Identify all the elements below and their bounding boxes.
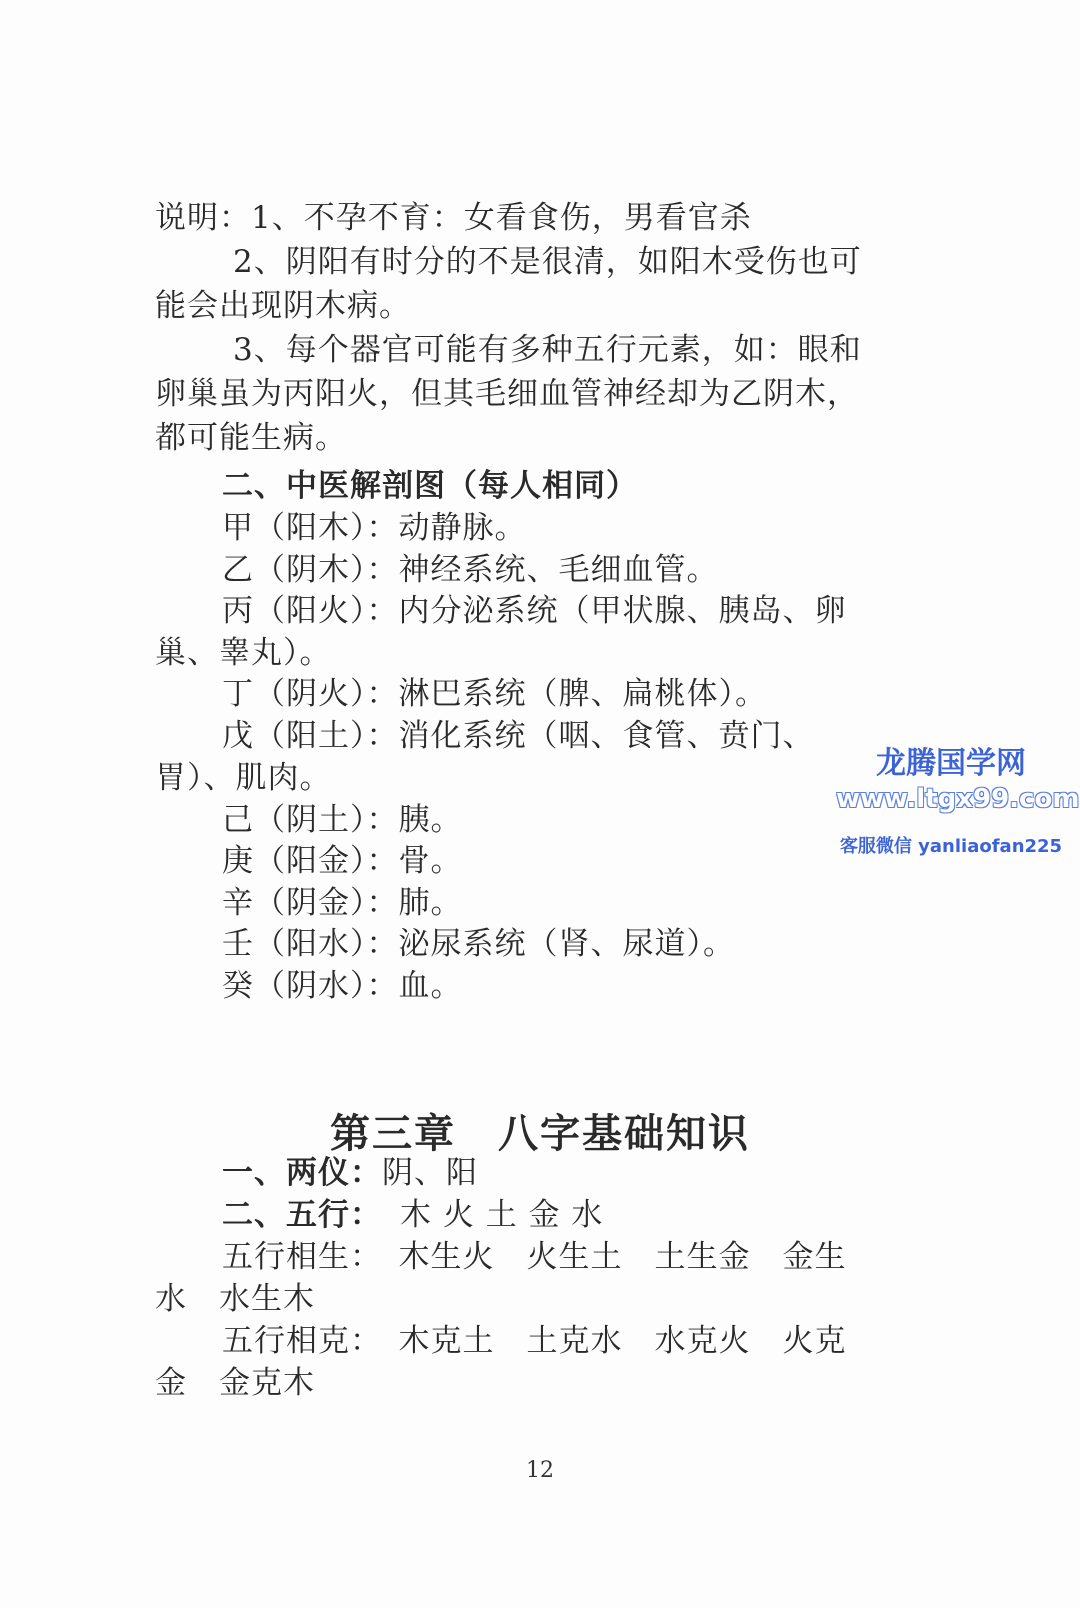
- liangyi-value: 阴、阳: [382, 1155, 478, 1191]
- anatomy-item: 乙（阴木）：神经系统、毛细血管。: [222, 552, 719, 588]
- wuxing-line: [222, 1195, 603, 1235]
- wuxing-sheng-line-1: 五行相生： 木生火 火生土 土生金 金生: [222, 1239, 847, 1275]
- wuxing-value: 木 火 土 金 水: [400, 1197, 604, 1233]
- note-line-1: 说明：1、不孕不育：女看食伤，男看官杀: [155, 200, 752, 236]
- note-line-2: 2、阴阳有时分的不是很清，如阳木受伤也可: [233, 244, 862, 280]
- liangyi-line: [222, 1153, 478, 1193]
- watermark-contact: 客服微信 yanliaofan225: [839, 836, 1063, 857]
- wuxing-ke-line-1: 五行相克： 木克土 土克水 水克火 火克: [222, 1323, 847, 1359]
- note-line-3: 能会出现阴木病。: [155, 288, 411, 324]
- page-number: 12: [526, 1458, 554, 1483]
- watermark-title: 龙腾国学网: [876, 746, 1026, 781]
- anatomy-item: 己（阴土）：胰。: [222, 802, 463, 838]
- anatomy-item: 甲（阳木）：动静脉。: [222, 510, 527, 546]
- anatomy-item: 戊（阳土）：消化系统（咽、食管、贲门、: [222, 718, 815, 754]
- anatomy-item: 辛（阴金）：肺。: [222, 885, 463, 921]
- chapter-title: 第三章 八字基础知识: [330, 1110, 750, 1157]
- anatomy-item: 庚（阳金）：骨。: [222, 843, 463, 879]
- section-heading: 二、中医解剖图（每人相同）: [222, 468, 638, 504]
- wuxing-sheng-line-2: 水 水生木: [155, 1281, 315, 1317]
- anatomy-item: 丁（阴火）：淋巴系统（脾、扁桃体）。: [222, 676, 767, 712]
- watermark-url: www.ltgx99.com: [836, 784, 1080, 814]
- wuxing-ke-line-2: 金 金克木: [155, 1365, 315, 1401]
- anatomy-item: 丙（阳火）：内分泌系统（甲状腺、胰岛、卵: [222, 593, 847, 629]
- anatomy-item-cont: 胃）、肌肉。: [155, 760, 332, 796]
- wuxing-label: 二、五行：: [222, 1197, 382, 1233]
- liangyi-label: 一、两仪：: [222, 1155, 382, 1191]
- anatomy-item-cont: 巢、睾丸）。: [155, 635, 332, 671]
- anatomy-item: 壬（阳水）：泌尿系统（肾、尿道）。: [222, 926, 735, 962]
- note-line-6: 都可能生病。: [155, 420, 347, 456]
- note-line-5: 卵巢虽为丙阳火，但其毛细血管神经却为乙阴木，: [155, 376, 859, 412]
- note-line-4: 3、每个器官可能有多种五行元素，如：眼和: [233, 332, 862, 368]
- anatomy-item: 癸（阴水）：血。: [222, 968, 463, 1004]
